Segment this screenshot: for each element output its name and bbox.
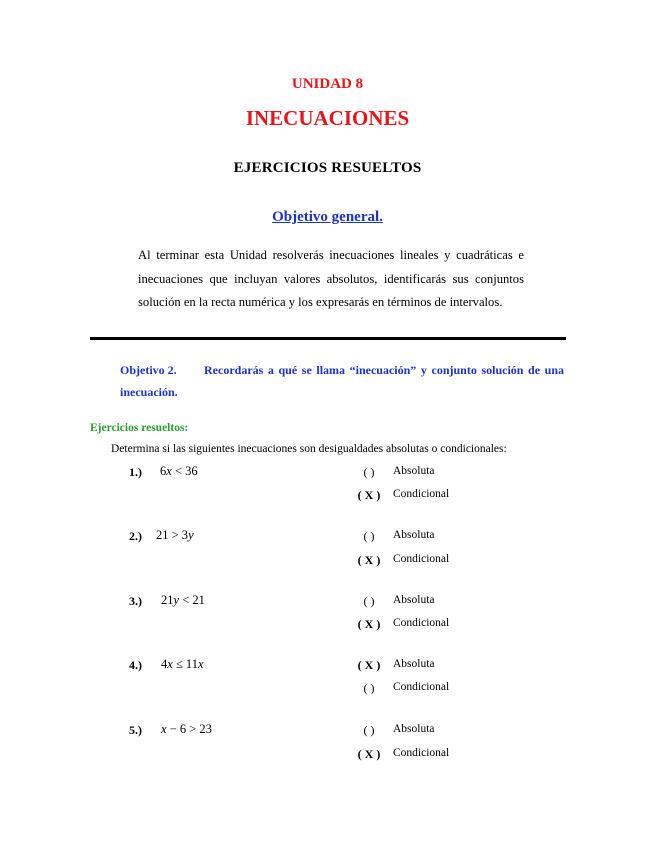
exercise-2-absolute-mark: ( ) [363, 529, 375, 543]
exercise-3-conditional-label: Condicional [393, 617, 450, 629]
exercise-3-absolute-label: Absoluta [393, 594, 435, 606]
exercise-3-absolute-mark: ( ) [363, 594, 375, 608]
divider [90, 337, 566, 340]
general-objective-text: Al terminar esta Unidad resolverás inecuaciones lineales y cuadráticas e inecuaciones que incluyan valores absolutos, identificarás sus conjuntos solución en la recta numérica y los expresarás en términos de intervalos. [138, 248, 524, 309]
exercise-3-expression: 21y < 21 [161, 593, 205, 607]
exercise-4-absolute-mark: ( X ) [357, 658, 381, 672]
exercise-3-number: 3.) [129, 594, 142, 608]
exercise-5-number: 5.) [129, 723, 142, 737]
exercise-4-conditional-label: Condicional [393, 681, 450, 693]
exercise-2-conditional-label: Condicional [393, 553, 450, 565]
exercise-1-number: 1.) [129, 465, 142, 479]
exercise-5-conditional-mark: ( X ) [357, 747, 381, 761]
exercise-2-number: 2.) [129, 529, 142, 543]
exercises-instruction: Determina si las siguientes inecuaciones son desigualdades absolutas o condicionales: [111, 443, 507, 455]
exercise-4-number: 4.) [129, 658, 142, 672]
exercise-2-absolute-label: Absoluta [393, 529, 435, 541]
section-title: EJERCICIOS RESUELTOS [233, 160, 422, 176]
exercise-5-expression: x − 6 > 23 [161, 722, 212, 736]
objective-2 [120, 359, 564, 403]
exercise-1-absolute-label: Absoluta [393, 465, 435, 477]
exercise-5-conditional-label: Condicional [393, 747, 450, 759]
exercise-1-absolute-mark: ( ) [363, 465, 375, 479]
page-title: INECUACIONES [245, 106, 410, 130]
exercise-5-absolute-label: Absoluta [393, 723, 435, 735]
exercise-4-absolute-label: Absoluta [393, 658, 435, 670]
exercise-3-conditional-mark: ( X ) [357, 617, 381, 631]
exercise-2-expression: 21 > 3y [156, 528, 194, 542]
unit-label: UNIDAD 8 [291, 76, 364, 92]
general-objective-heading: Objetivo general. [272, 209, 383, 225]
exercise-1-conditional-label: Condicional [393, 488, 450, 500]
exercise-5-absolute-mark: ( ) [363, 723, 375, 737]
exercises-heading: Ejercicios resueltos: [90, 422, 189, 434]
objective-2-label: Objetivo 2. [120, 363, 177, 377]
exercise-4-expression: 4x ≤ 11x [161, 657, 204, 671]
exercise-2-conditional-mark: ( X ) [357, 553, 381, 567]
exercise-1-expression: 6x < 36 [160, 464, 198, 478]
exercise-1-conditional-mark: ( X ) [357, 488, 381, 502]
objective-2-text: Recordarás a qué se llama “inecuación” y conjunto solución de una inecuación. [120, 363, 564, 399]
exercise-4-conditional-mark: ( ) [363, 681, 375, 695]
